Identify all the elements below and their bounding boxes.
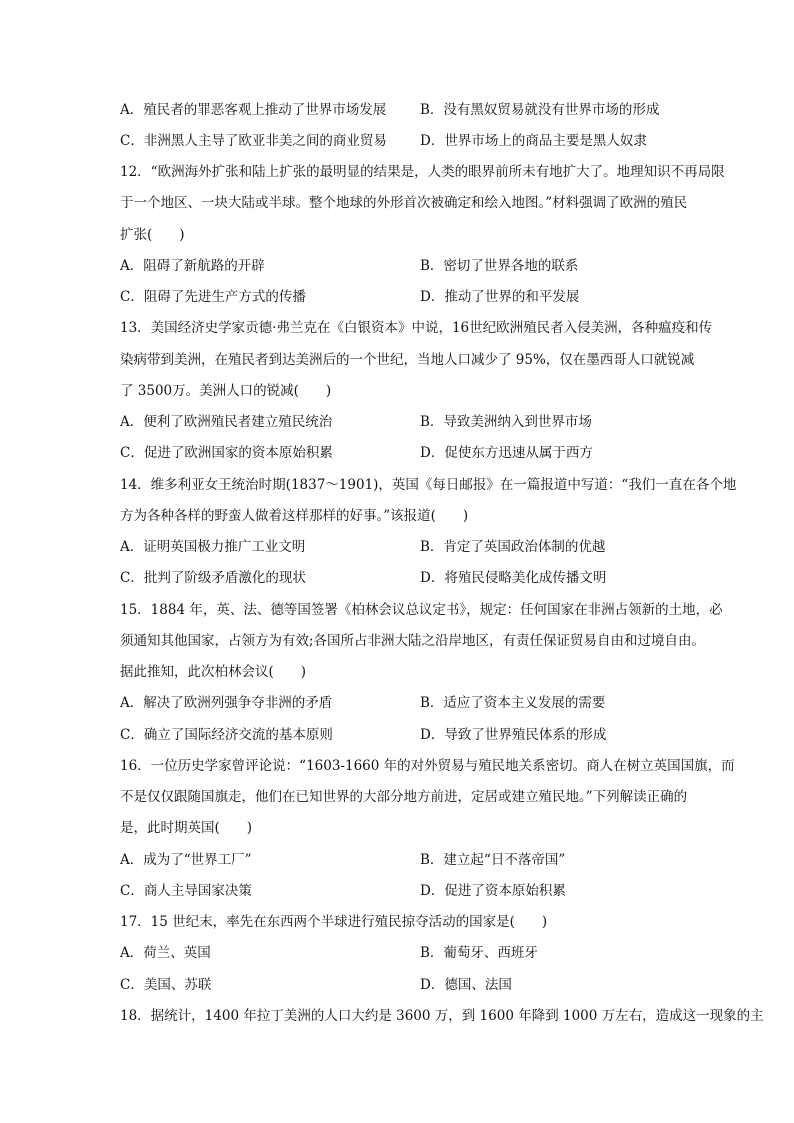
q17-option-b: B．葡萄牙、西班牙 xyxy=(420,945,538,961)
q14-stem-line-2: 方为各种各样的野蛮人做着这样那样的好事。”该报道( ) xyxy=(120,508,469,524)
q11-option-a: A．殖民者的罪恶客观上推动了世界市场发展 xyxy=(120,102,387,118)
q17-option-c: C．美国、苏联 xyxy=(120,977,212,993)
q16-stem-line-1: 16．一位历史学家曾评论说：“1603-1660 年的对外贸易与殖民地关系密切。商人在树立英国国旗，而 xyxy=(120,758,735,774)
q15-option-b: B．适应了资本主义发展的需要 xyxy=(420,695,606,711)
q15-stem-line-1: 15．1884 年，英、法、德等国签署《柏林会议总议定书》，规定：任何国家在非洲占领新的土地，必 xyxy=(120,602,723,618)
q14-option-b: B．肯定了英国政治体制的优越 xyxy=(420,539,606,555)
q17-option-a: A．荷兰、英国 xyxy=(120,945,211,961)
q13-option-b: B．导致美洲纳入到世界市场 xyxy=(420,414,592,430)
q11-option-c: C．非洲黑人主导了欧亚非美之间的商业贸易 xyxy=(120,133,387,149)
q12-stem-line-3: 扩张( ) xyxy=(120,227,185,243)
q16-stem-line-2: 不是仅仅跟随国旗走，他们在已知世界的大部分地方前进，定居或建立殖民地。”下列解读正确的 xyxy=(120,789,688,805)
q13-stem-line-1: 13．美国经济史学家贡德·弗兰克在《白银资本》中说，16世纪欧洲殖民者入侵美洲，各种瘟疫和传 xyxy=(120,320,713,336)
q17-option-d: D．德国、法国 xyxy=(420,977,512,993)
q12-option-b: B．密切了世界各地的联系 xyxy=(420,258,579,274)
q14-option-d: D．将殖民侵略美化成传播文明 xyxy=(420,570,607,586)
q16-option-b: B．建立起“日不落帝国” xyxy=(420,852,566,868)
q13-stem-line-2: 染病带到美洲，在殖民者到达美洲后的一个世纪，当地人口减少了 95%，仅在墨西哥人口就锐减 xyxy=(120,352,695,368)
q15-stem-line-2: 须通知其他国家，占领方为有效;各国所占非洲大陆之沿岸地区，有责任保证贸易自由和过境自由。 xyxy=(120,633,706,649)
q16-option-c: C．商人主导国家决策 xyxy=(120,883,252,899)
q11-option-b: B．没有黑奴贸易就没有世界市场的形成 xyxy=(420,102,660,118)
q15-option-a: A．解决了欧洲列强争夺非洲的矛盾 xyxy=(120,695,333,711)
q14-stem-line-1: 14．维多利亚女王统治时期(1837～1901)，英国《每日邮报》在一篇报道中写道：“我们一直在各个地 xyxy=(120,477,737,493)
q14-option-c: C．批判了阶级矛盾激化的现状 xyxy=(120,570,306,586)
q12-option-d: D．推动了世界的和平发展 xyxy=(420,289,580,305)
q12-stem-line-2: 于一个地区、一块大陆或半球。整个地球的外形首次被确定和绘入地图。”材料强调了欧洲的殖民 xyxy=(120,195,688,211)
q16-stem-line-3: 是，此时期英国( ) xyxy=(120,820,253,836)
q18-stem-line-1: 18．据统计，1400 年拉丁美洲的人口大约是 3600 万，到 1600 年降到 1000 万左右，造成这一现象的主 xyxy=(120,1008,764,1024)
q14-option-a: A．证明英国极力推广工业文明 xyxy=(120,539,306,555)
q11-option-d: D．世界市场上的商品主要是黑人奴隶 xyxy=(420,133,647,149)
q12-option-a: A．阻碍了新航路的开辟 xyxy=(120,258,265,274)
q15-stem-line-3: 据此推知，此次柏林会议( ) xyxy=(120,664,307,680)
q12-stem-line-1: 12．“欧洲海外扩张和陆上扩张的最明显的结果是，人类的眼界前所未有地扩大了。地理知识不再局限 xyxy=(120,164,725,180)
q16-option-d: D．促进了资本原始积累 xyxy=(420,883,566,899)
q17-stem-line-1: 17．15 世纪末，率先在东西两个半球进行殖民掠夺活动的国家是( ) xyxy=(120,914,548,930)
q12-option-c: C．阻碍了先进生产方式的传播 xyxy=(120,289,306,305)
q13-option-a: A．便利了欧洲殖民者建立殖民统治 xyxy=(120,414,333,430)
q13-stem-line-3: 了 3500万。美洲人口的锐减( ) xyxy=(120,383,332,399)
q15-option-c: C．确立了国际经济交流的基本原则 xyxy=(120,727,333,743)
q16-option-a: A．成为了“世界工厂” xyxy=(120,852,252,868)
q13-option-d: D．促使东方迅速从属于西方 xyxy=(420,445,593,461)
q13-option-c: C．促进了欧洲国家的资本原始积累 xyxy=(120,445,333,461)
q15-option-d: D．导致了世界殖民体系的形成 xyxy=(420,727,607,743)
